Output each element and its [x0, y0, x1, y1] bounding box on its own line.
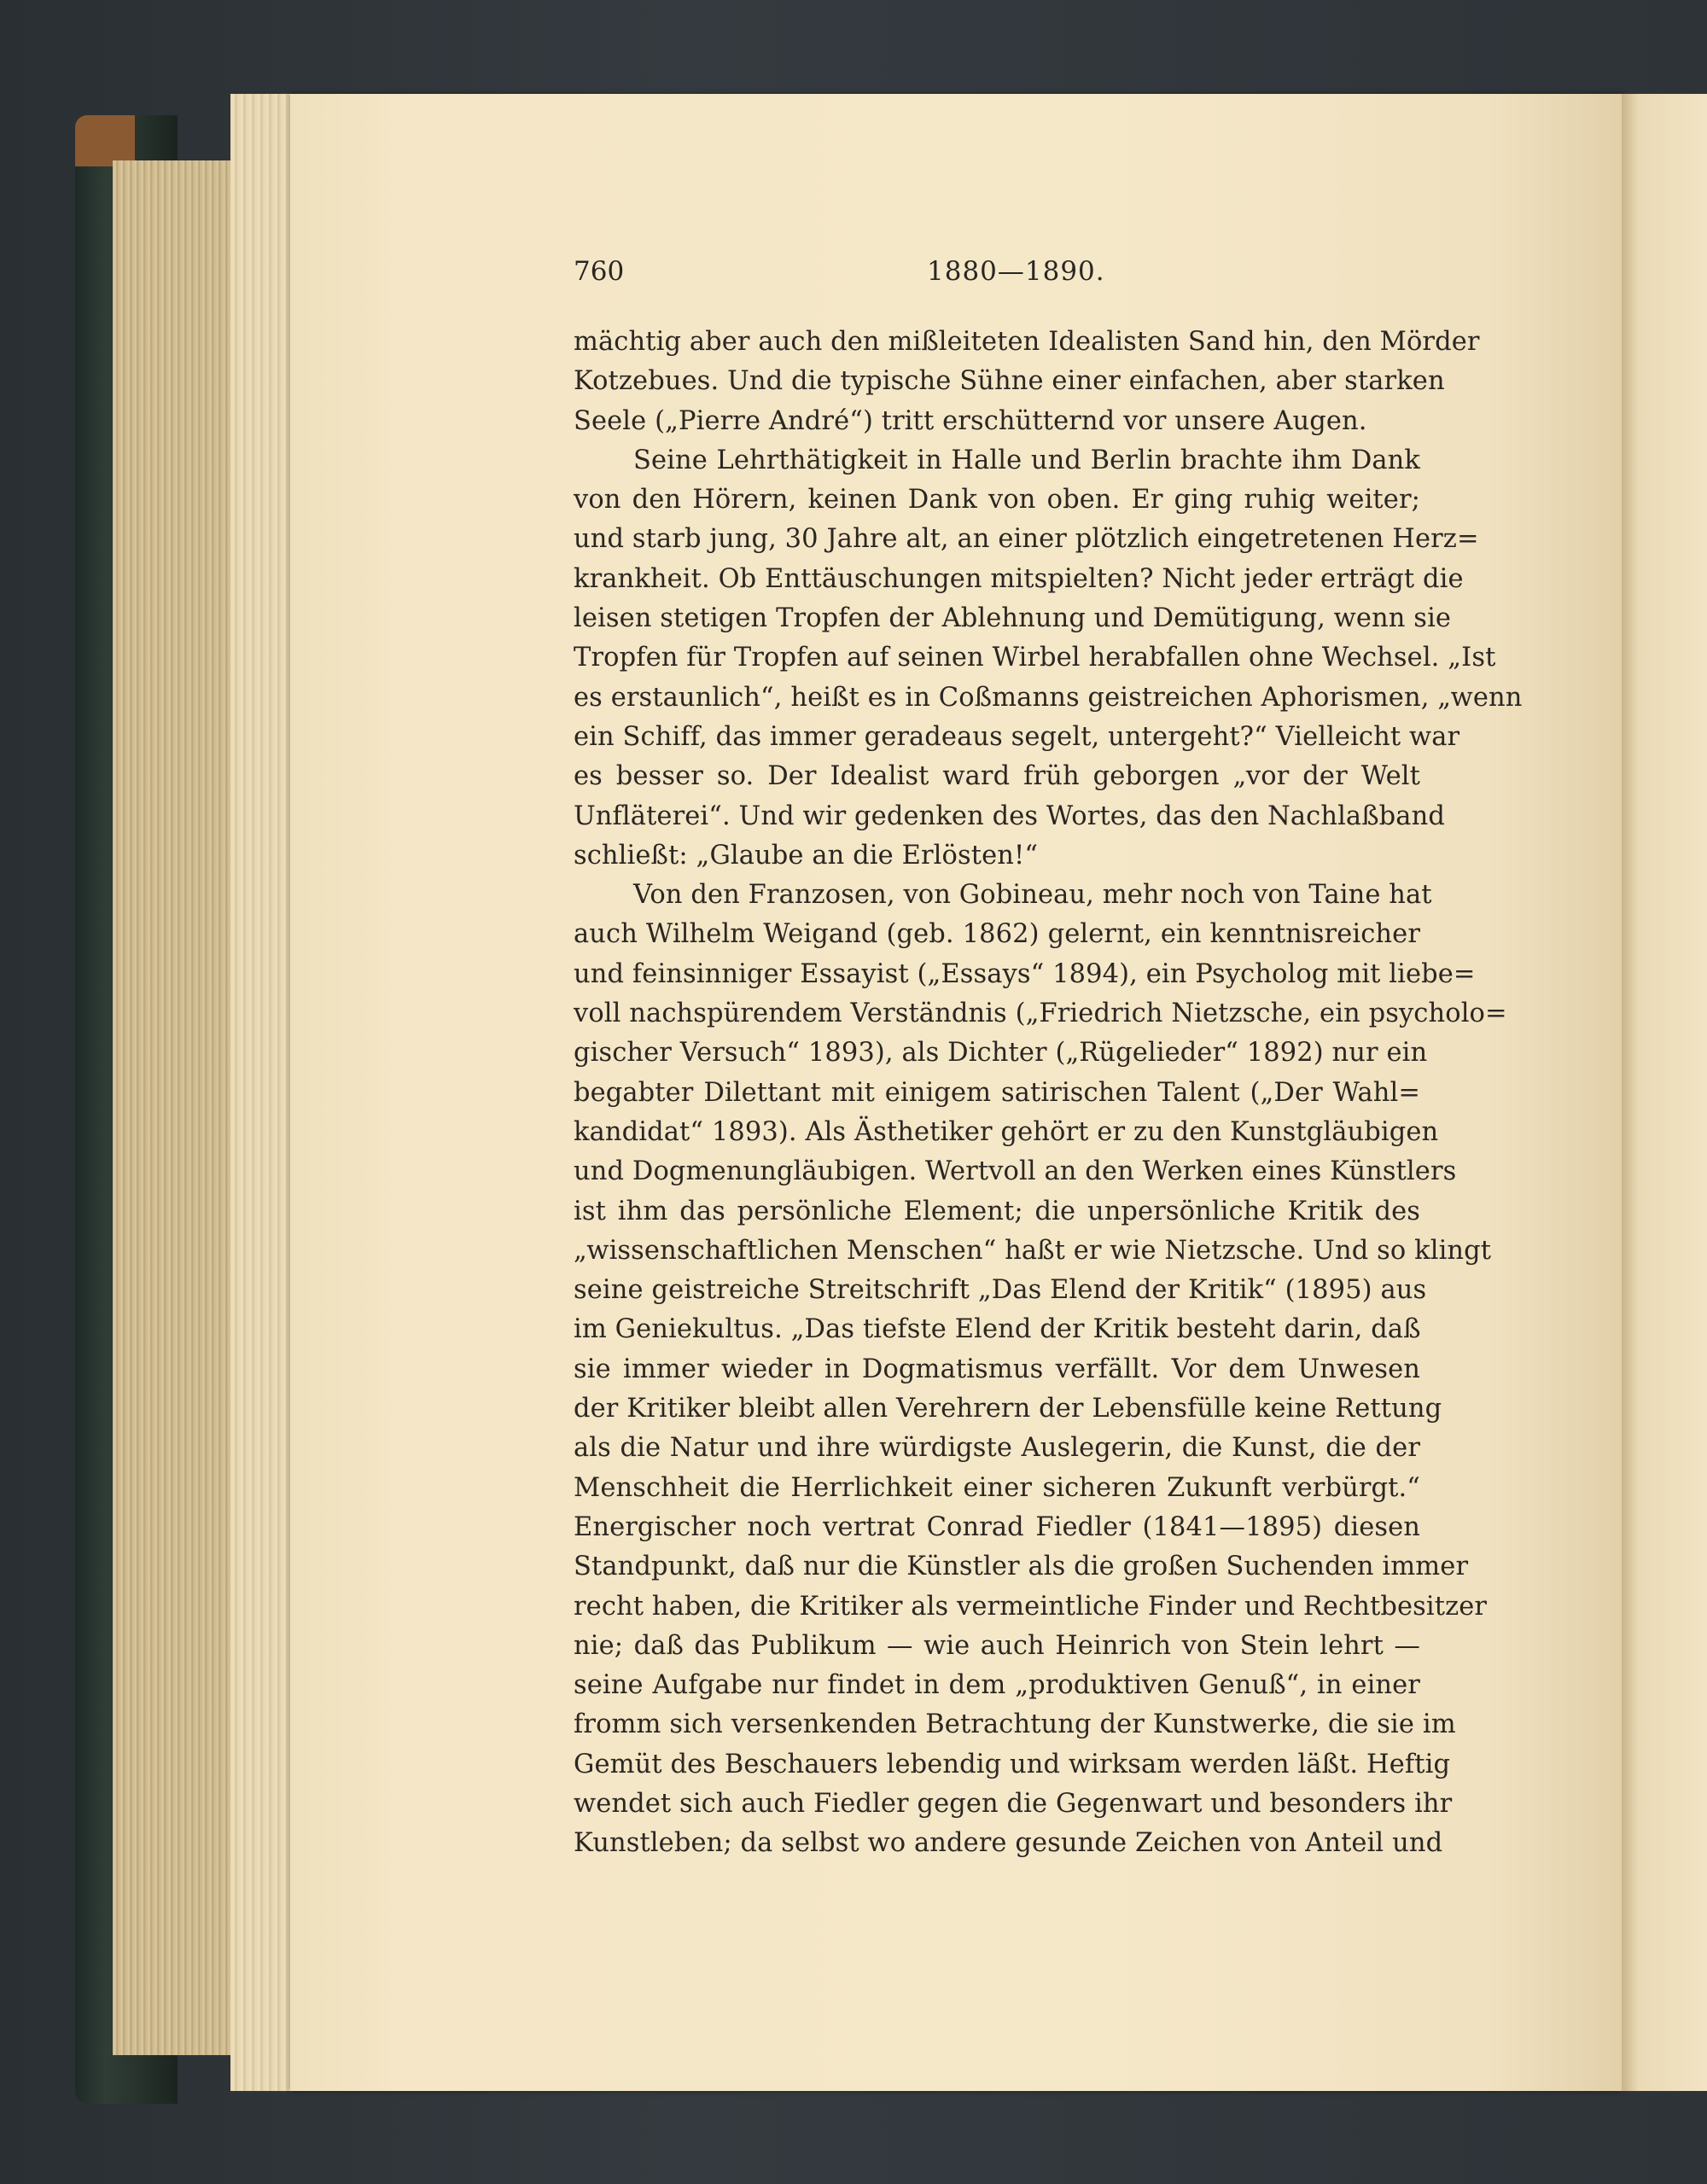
text-line: recht haben, die Kritiker als vermeintliche Finder und Rechtbesitzer — [574, 1591, 1488, 1622]
text-line: gischer Versuch“ 1893), als Dichter („Rügelieder“ 1892) nur ein — [574, 1038, 1428, 1069]
text-line: und starb jung, 30 Jahre alt, an einer plötzlich eingetretenen Herz= — [574, 524, 1479, 555]
text-line: nie; daß das Publikum — wie auch Heinrich von Stein lehrt — — [574, 1630, 1420, 1661]
body-text — [574, 323, 1523, 1864]
text-line: es besser so. Der Idealist ward früh geborgen „vor der Welt — [574, 761, 1420, 792]
text-line: Energischer noch vertrat Conrad Fiedler (1841—1895) diesen — [574, 1511, 1420, 1542]
text-line: mächtig aber auch den mißleiteten Idealisten Sand hin, den Mörder — [574, 327, 1480, 357]
text-line: seine geistreiche Streitschrift „Das Elend der Kritik“ (1895) aus — [574, 1275, 1427, 1306]
text-line: begabter Dilettant mit einigem satirischen Talent („Der Wahl= — [574, 1077, 1420, 1108]
running-head — [0, 256, 1707, 290]
text-line: wendet sich auch Fiedler gegen die Gegenwart und besonders ihr — [574, 1788, 1453, 1819]
page-number: 760 — [574, 256, 625, 287]
page-fold — [230, 94, 299, 2091]
text-line: Standpunkt, daß nur die Künstler als die großen Suchenden immer — [574, 1552, 1469, 1582]
text-line: Kotzebues. Und die typische Sühne einer einfachen, aber starken — [574, 366, 1445, 397]
text-line: und feinsinniger Essayist („Essays“ 1894), ein Psycholog mit liebe= — [574, 958, 1476, 989]
text-line: schließt: „Glaube an die Erlösten!“ — [574, 840, 1039, 871]
text-line: Unfläterei“. Und wir gedenken des Wortes, das den Nachlaßband — [574, 801, 1445, 831]
text-line: als die Natur und ihre würdigste Auslegerin, die Kunst, die der — [574, 1433, 1420, 1464]
text-line: Von den Franzosen, von Gobineau, mehr noch von Taine hat — [633, 880, 1432, 911]
facing-page-edge — [1622, 94, 1707, 2091]
text-line: „wissenschaftlichen Menschen“ haßt er wie Nietzsche. Und so klingt — [574, 1235, 1492, 1266]
text-line: Seine Lehrthätigkeit in Halle und Berlin brachte ihm Dank — [633, 445, 1420, 475]
text-line: und Dogmenungläubigen. Wertvoll an den Werken eines Künstlers — [574, 1156, 1457, 1187]
text-line: ist ihm das persönliche Element; die unpersönliche Kritik des — [574, 1196, 1420, 1226]
text-line: sie immer wieder in Dogmatismus verfällt. Vor dem Unwesen — [574, 1354, 1420, 1384]
running-head-title: 1880—1890. — [927, 256, 1105, 287]
book-cover-corner — [75, 115, 135, 166]
text-line: der Kritiker bleibt allen Verehrern der Lebensfülle keine Rettung — [574, 1394, 1442, 1424]
text-line: Seele („Pierre André“) tritt erschütternd vor unsere Augen. — [574, 405, 1367, 436]
text-line: voll nachspürendem Verständnis („Friedrich Nietzsche, ein psycholo= — [574, 999, 1507, 1029]
text-line: seine Aufgabe nur findet in dem „produktiven Genuß“, in einer — [574, 1670, 1420, 1701]
text-line: im Geniekultus. „Das tiefste Elend der Kritik besteht darin, daß — [574, 1314, 1421, 1345]
text-line: fromm sich versenkenden Betrachtung der Kunstwerke, die sie im — [574, 1709, 1456, 1740]
text-line: auch Wilhelm Weigand (geb. 1862) gelernt, ein kenntnisreicher — [574, 919, 1420, 950]
text-line: Menschheit die Herrlichkeit einer sicheren Zukunft verbürgt.“ — [574, 1472, 1420, 1503]
text-line: kandidat“ 1893). Als Ästhetiker gehört er zu den Kunstgläubigen — [574, 1116, 1439, 1147]
text-line: Tropfen für Tropfen auf seinen Wirbel herabfallen ohne Wechsel. „Ist — [574, 643, 1496, 673]
text-line: ein Schiff, das immer geradeaus segelt, untergeht?“ Vielleicht war — [574, 721, 1460, 752]
text-line: Kunstleben; da selbst wo andere gesunde Zeichen von Anteil und — [574, 1828, 1443, 1859]
text-line: krankheit. Ob Enttäuschungen mitspielten? Nicht jeder erträgt die — [574, 563, 1464, 594]
text-line: von den Hörern, keinen Dank von oben. Er ging ruhig weiter; — [574, 485, 1420, 515]
text-line: leisen stetigen Tropfen der Ablehnung und Demütigung, wenn sie — [574, 603, 1452, 634]
text-line: Gemüt des Beschauers lebendig und wirksam werden läßt. Heftig — [574, 1749, 1451, 1779]
text-line: es erstaunlich“, heißt es in Coßmanns geistreichen Aphorismen, „wenn — [574, 682, 1523, 713]
